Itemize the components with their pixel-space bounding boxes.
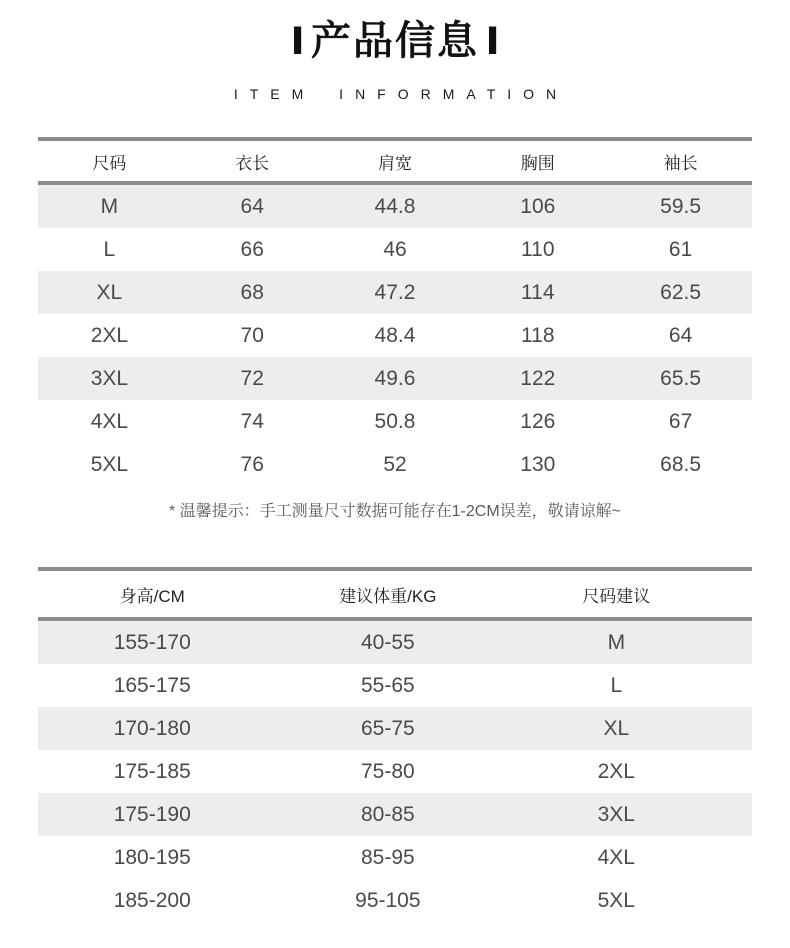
- size-table-cell: 126: [520, 409, 556, 433]
- table-row: [38, 879, 752, 922]
- table-row: [38, 357, 752, 400]
- size-table-cell: 47.2: [374, 280, 416, 304]
- table-row: [38, 750, 752, 793]
- fit-table-cell: 5XL: [597, 888, 635, 912]
- table-row: [38, 443, 752, 486]
- size-table-cell: 48.4: [374, 323, 416, 347]
- size-table-cell: 106: [520, 194, 556, 218]
- size-table-cell: 44.8: [374, 194, 416, 218]
- fit-table-cell: 2XL: [597, 759, 635, 783]
- fit-table-cell: 175-190: [113, 802, 191, 826]
- size-table-cell: 74: [240, 409, 264, 433]
- table-row: [38, 621, 752, 664]
- table-row: [38, 793, 752, 836]
- size-table-cell: 68.5: [660, 452, 702, 476]
- size-table-cell: 118: [521, 323, 555, 347]
- size-table-cell: 61: [668, 237, 693, 261]
- page-title-text: 产品信息: [311, 19, 479, 63]
- size-measurement-table: [38, 137, 752, 486]
- size-table-column-header: 袖长: [663, 153, 698, 173]
- size-table-cell: 3XL: [90, 366, 129, 390]
- page-title: [0, 0, 790, 75]
- size-table-cell: L: [103, 237, 116, 261]
- size-table-cell: 2XL: [90, 323, 129, 347]
- table-row: [38, 185, 752, 228]
- page-subtitle: ITEM INFORMATION: [233, 86, 569, 102]
- size-table-column-header: 尺码: [92, 153, 127, 173]
- fit-table-cell: L: [610, 673, 623, 697]
- size-table-cell: 68: [240, 280, 264, 304]
- fit-table-cell: 3XL: [597, 802, 635, 826]
- size-table-cell: 49.6: [374, 366, 416, 390]
- size-table-column-header: 衣长: [235, 153, 270, 173]
- size-table-cell: 76: [240, 452, 264, 476]
- fit-table-cell: 165-175: [113, 673, 191, 697]
- size-table-cell: 59.5: [660, 194, 702, 218]
- size-table-cell: 67: [668, 409, 693, 433]
- fit-table-cell: 170-180: [113, 716, 191, 740]
- measurement-note: * 温馨提示：手工测量尺寸数据可能存在1-2CM误差，敬请谅解~: [168, 503, 622, 520]
- fit-table-cell: 40-55: [360, 630, 415, 654]
- table-row: [38, 314, 752, 357]
- table-row: [38, 836, 752, 879]
- size-table-cell: 50.8: [374, 409, 416, 433]
- fit-table-column-header: 身高/CM: [119, 586, 185, 606]
- fit-table-cell: 155-170: [113, 630, 191, 654]
- table-row: [38, 228, 752, 271]
- size-table-cell: 66: [240, 237, 264, 261]
- table-row: [38, 400, 752, 443]
- fit-table-cell: 185-200: [113, 888, 191, 912]
- size-table-cell: M: [100, 194, 119, 218]
- fit-table-cell: 95-105: [355, 888, 421, 912]
- table-row: [38, 664, 752, 707]
- fit-table-column-header: 尺码建议: [582, 586, 651, 606]
- size-table-body: [38, 185, 752, 486]
- fit-table-cell: XL: [603, 716, 630, 740]
- size-table-cell: 4XL: [90, 409, 129, 433]
- size-table-cell: 70: [240, 323, 264, 347]
- size-table-cell: 72: [240, 366, 264, 390]
- size-recommendation-table: [38, 567, 752, 922]
- fit-table-cell: 180-195: [113, 845, 191, 869]
- size-table-cell: 110: [521, 237, 555, 261]
- fit-table-body: [38, 621, 752, 922]
- size-table-cell: 122: [520, 366, 556, 390]
- fit-table-cell: M: [607, 630, 626, 654]
- size-table-cell: XL: [96, 280, 123, 304]
- size-table-cell: 46: [383, 237, 407, 261]
- size-table-cell: 64: [240, 194, 264, 218]
- fit-table-column-header: 建议体重/KG: [339, 586, 437, 606]
- fit-table-cell: 65-75: [360, 716, 415, 740]
- fit-table-cell: 4XL: [597, 845, 635, 869]
- size-table-header-row: [38, 141, 752, 181]
- table-row: [38, 707, 752, 750]
- title-right-bar-icon: I: [485, 19, 500, 63]
- fit-table-cell: 55-65: [360, 673, 415, 697]
- fit-table-cell: 175-185: [113, 759, 191, 783]
- fit-table-cell: 85-95: [360, 845, 415, 869]
- table-row: [38, 271, 752, 314]
- size-table-column-header: 肩宽: [377, 153, 412, 173]
- title-left-bar-icon: I: [290, 19, 305, 63]
- size-table-cell: 65.5: [660, 366, 702, 390]
- fit-table-header-row: [38, 571, 752, 617]
- size-table-cell: 5XL: [90, 452, 129, 476]
- size-table-cell: 64: [668, 323, 693, 347]
- fit-table-cell: 80-85: [360, 802, 415, 826]
- size-table-cell: 52: [383, 452, 407, 476]
- size-table-cell: 114: [521, 280, 555, 304]
- size-table-cell: 130: [520, 452, 556, 476]
- size-table-cell: 62.5: [660, 280, 702, 304]
- fit-table-cell: 75-80: [360, 759, 415, 783]
- size-table-column-header: 胸围: [520, 153, 555, 173]
